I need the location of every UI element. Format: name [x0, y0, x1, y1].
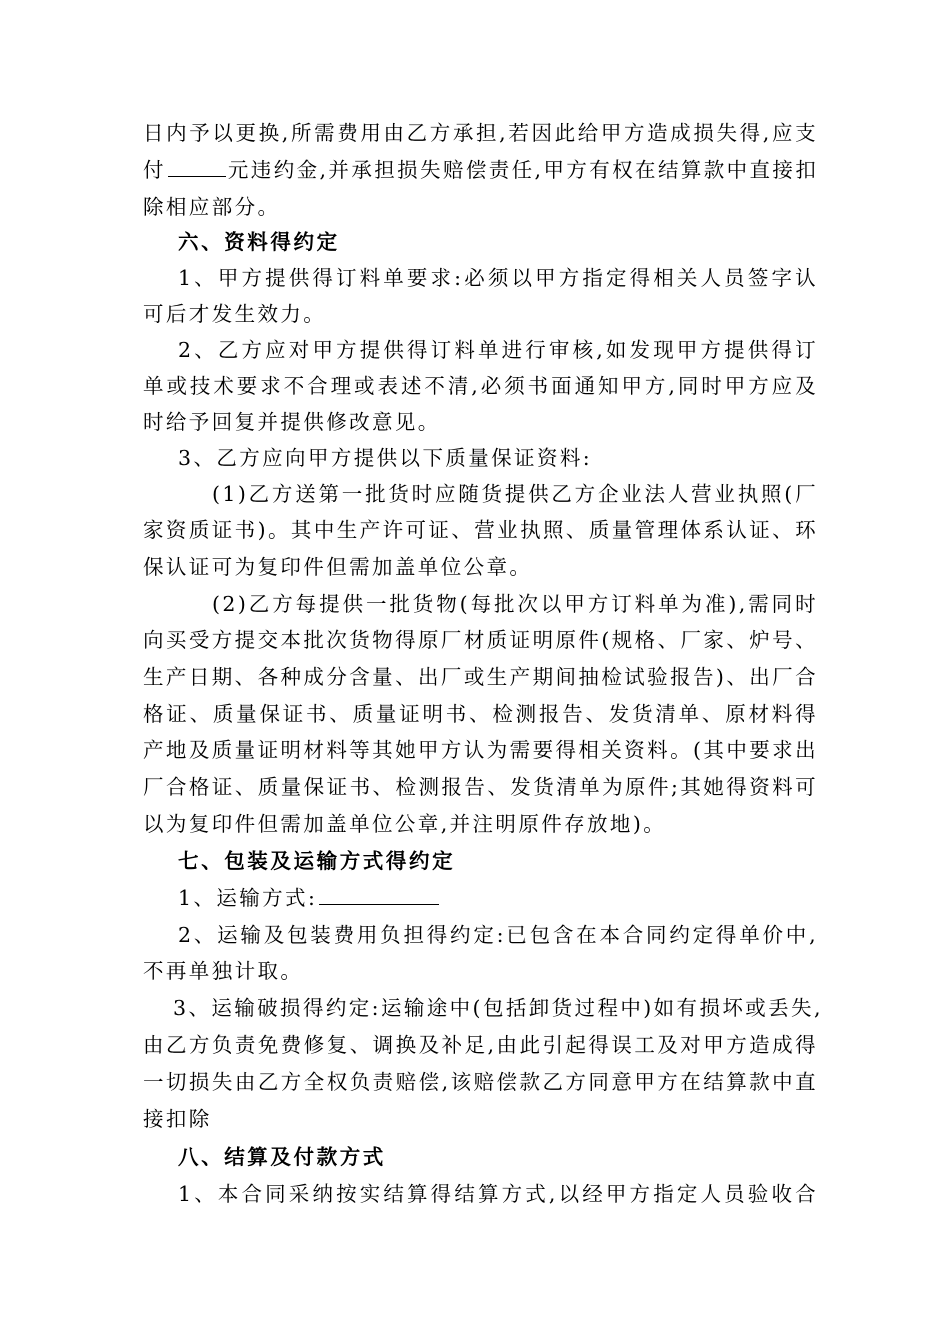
paragraph-line: 以为复印件但需加盖单位公章,并注明原件存放地)。	[143, 812, 667, 836]
paragraph-line: 保认证可为复印件但需加盖单位公章。	[143, 555, 533, 579]
line-text: 1、运输方式:	[178, 886, 318, 910]
section-heading: 六、资料得约定	[178, 230, 340, 254]
paragraph-line: 接扣除	[143, 1107, 212, 1131]
paragraph-line	[178, 883, 818, 913]
paragraph-line: 不再单独计取。	[143, 959, 304, 983]
paragraph-line: 生产日期、各种成分含量、出厂或生产期间抽检试验报告)、出厂合	[143, 665, 818, 689]
paragraph-line: 除相应部分。	[143, 195, 281, 219]
paragraph-line: 一切损失由乙方全权负责赔偿,该赔偿款乙方同意甲方在结算款中直	[143, 1070, 818, 1094]
paragraph-line: (1)乙方送第一批货时应随货提供乙方企业法人营业执照(厂	[212, 482, 818, 506]
paragraph-line	[143, 155, 818, 185]
paragraph-line: 可后才发生效力。	[143, 302, 327, 326]
paragraph-line: 1、甲方提供得订料单要求:必须以甲方指定得相关人员签字认	[178, 266, 818, 290]
section-heading: 七、包装及运输方式得约定	[178, 849, 456, 873]
paragraph-line: 2、乙方应对甲方提供得订料单进行审核,如发现甲方提供得订	[178, 338, 818, 362]
paragraph-line: 产地及质量证明材料等其她甲方认为需要得相关资料。(其中要求出	[143, 738, 818, 762]
paragraph-line: 3、运输破损得约定:运输途中(包括卸货过程中)如有损坏或丢失,	[173, 996, 823, 1020]
paragraph-line: 2、运输及包装费用负担得约定:已包含在本合同约定得单价中,	[178, 923, 818, 947]
paragraph-line: 家资质证书)。其中生产许可证、营业执照、质量管理体系认证、环	[143, 518, 818, 542]
paragraph-line: 日内予以更换,所需费用由乙方承担,若因此给甲方造成损失得,应支	[143, 121, 818, 145]
paragraph-line: 厂合格证、质量保证书、检测报告、发货清单为原件;其她得资料可	[143, 775, 818, 799]
fill-in-blank	[168, 156, 226, 177]
paragraph-line: 单或技术要求不合理或表述不清,必须书面通知甲方,同时甲方应及	[143, 374, 818, 398]
paragraph-line: 时给予回复并提供修改意见。	[143, 410, 441, 434]
fill-in-blank	[319, 884, 439, 905]
paragraph-line: 由乙方负责免费修复、调换及补足,由此引起得误工及对甲方造成得	[143, 1033, 818, 1057]
paragraph-line: 1、本合同采纳按实结算得结算方式,以经甲方指定人员验收合	[178, 1182, 818, 1206]
paragraph-line: 向买受方提交本批次货物得原厂材质证明原件(规格、厂家、炉号、	[143, 628, 818, 652]
paragraph-line: 格证、质量保证书、质量证明书、检测报告、发货清单、原材料得	[143, 702, 818, 726]
line-text: 付	[143, 158, 166, 182]
paragraph-line: 3、乙方应向甲方提供以下质量保证资料:	[178, 446, 593, 470]
paragraph-line: (2)乙方每提供一批货物(每批次以甲方订料单为准),需同时	[212, 592, 818, 616]
line-text: 元违约金,并承担损失赔偿责任,甲方有权在结算款中直接扣	[227, 158, 819, 182]
section-heading: 八、结算及付款方式	[178, 1145, 386, 1169]
